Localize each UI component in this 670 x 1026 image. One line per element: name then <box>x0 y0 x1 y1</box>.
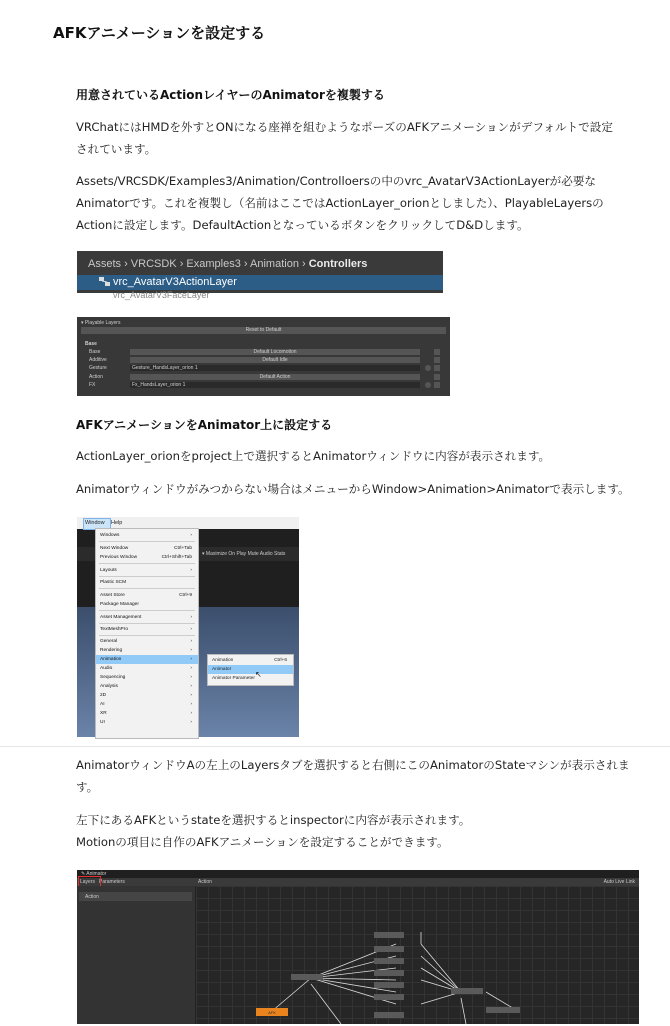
menu-item <box>96 591 198 600</box>
layer-menu-icon <box>434 382 440 388</box>
selected-asset-row <box>77 275 443 290</box>
menu-item-label: XR <box>100 711 107 716</box>
layer-name: Base <box>89 349 101 355</box>
menu-item-key: › <box>190 639 192 644</box>
afk-state-label: AFK <box>268 1010 276 1015</box>
menu-separator <box>99 563 195 564</box>
menu-item <box>96 709 198 718</box>
menu-item-label: Rendering <box>100 648 123 653</box>
project-breadcrumb-screenshot <box>77 251 443 300</box>
submenu-item-label: Animation <box>212 658 234 663</box>
state-machine-graph <box>196 886 639 1024</box>
layer-name: Gesture <box>89 365 107 371</box>
menu-item-key: Ctrl+Shift+Tab <box>161 555 192 560</box>
menu-separator <box>99 635 195 636</box>
crumb-assets: Assets <box>88 258 122 270</box>
menu-item-label: Asset Management <box>100 615 142 620</box>
text-line: Animatorです。これを複製し（名前はここではActionLayer_orionとしました）、PlayableLayersの <box>76 196 604 210</box>
menu-item-label: AI <box>100 702 105 707</box>
menu-item-key: › <box>190 627 192 632</box>
state-node <box>374 946 404 952</box>
menu-item-label: TextMeshPro <box>100 627 128 632</box>
menu-item <box>96 544 198 553</box>
menubar-window: Window <box>85 520 105 526</box>
text-line: Motionの項目に自作のAFKアニメーションを設定することができます。 <box>76 835 449 849</box>
crumb-separator: › <box>240 258 251 270</box>
menubar-help: Help <box>111 520 123 526</box>
crumb-separator: › <box>176 258 187 270</box>
state-node <box>374 958 404 964</box>
menu-item-label: 2D <box>100 693 107 698</box>
window-dropdown-menu <box>95 528 199 739</box>
text-line: されています。 <box>76 142 157 156</box>
menu-item-label: General <box>100 639 118 644</box>
text-line: Actionに設定します。DefaultActionとなっているボタンをクリックしてD&Dします。 <box>76 218 529 232</box>
animator-controller-icon <box>99 277 110 287</box>
menu-item <box>96 578 198 587</box>
menu-item-label: Audio <box>100 666 113 671</box>
menu-item-label: Animation <box>100 657 122 662</box>
menu-item-label: Layouts <box>100 568 117 573</box>
playable-layers-title: ▾ Playable Layers <box>81 320 121 326</box>
window-menu-screenshot <box>77 517 299 737</box>
section-divider <box>0 746 670 747</box>
menu-item-key: › <box>190 657 192 662</box>
object-picker-icon <box>425 365 431 371</box>
layer-menu-icon <box>434 365 440 371</box>
section1-title: 用意されているActionレイヤーのAnimatorを複製する <box>76 88 385 102</box>
tab-parameters: Parameters <box>99 879 125 885</box>
layers-panel <box>77 886 196 1024</box>
menu-item-key: › <box>190 648 192 653</box>
layer-row <box>89 365 444 371</box>
base-label: Base <box>85 341 97 347</box>
mouse-cursor-icon: ↖ <box>255 670 262 679</box>
menu-separator <box>99 588 195 589</box>
toolbar-text: ▾ Maximize On Play Mute Audio Stats <box>202 551 286 557</box>
menu-item <box>96 600 198 609</box>
tab-layers: Layers <box>80 879 96 885</box>
state-node <box>451 988 483 994</box>
menu-item <box>96 637 198 646</box>
menu-item <box>96 553 198 562</box>
animator-titlebar <box>77 870 639 878</box>
state-node <box>291 974 323 980</box>
menu-item-key: › <box>190 720 192 725</box>
submenu-item <box>208 674 293 683</box>
text-line: す。 <box>76 780 99 794</box>
section1-paragraph2 <box>76 170 642 236</box>
menu-separator <box>99 541 195 542</box>
state-nodes <box>291 932 520 1018</box>
animator-title: ✎ Animator <box>81 871 107 877</box>
section3-paragraph1 <box>76 754 642 798</box>
menu-item <box>96 682 198 691</box>
state-node <box>374 994 404 1000</box>
next-asset-label: vrc_AvatarV3FaceLayer <box>113 290 210 300</box>
menu-separator <box>99 623 195 624</box>
state-node <box>374 932 404 938</box>
menu-item-label: UI <box>100 720 105 725</box>
layer-row <box>89 374 444 380</box>
layer-field: Default Idle <box>130 357 420 363</box>
reset-default-button: Reset to Default <box>81 327 446 334</box>
layer-field: Gesture_HandsLayer_orion 1 <box>130 365 420 371</box>
menu-item <box>96 700 198 709</box>
state-node <box>374 982 404 988</box>
layer-menu-icon <box>434 357 440 363</box>
state-machine-grid <box>196 886 639 1024</box>
menu-item <box>96 673 198 682</box>
menu-item <box>96 613 198 622</box>
page-heading: AFKアニメーションを設定する <box>53 24 266 42</box>
submenu-item-animator <box>208 665 293 674</box>
layer-row <box>89 382 444 388</box>
animation-submenu <box>207 654 294 686</box>
menu-item-key: › <box>190 711 192 716</box>
crumb-separator: › <box>121 258 131 270</box>
crumb-controllers: Controllers <box>308 258 368 270</box>
menu-item-label: Asset Store <box>100 593 125 598</box>
menu-item-animation <box>96 655 198 664</box>
menu-item-key: › <box>190 684 192 689</box>
crumb-separator: › <box>298 258 309 270</box>
menu-item-key: › <box>190 568 192 573</box>
text-line: AnimatorウィンドウAの左上のLayersタブを選択すると右側にこのAnimatorのStateマシンが表示されま <box>76 758 630 772</box>
graph-breadcrumb: Action <box>198 879 212 885</box>
submenu-item-label: Animator <box>212 667 232 672</box>
text-line: 左下にあるAFKというstateを選択するとinspectorに内容が表示されます。 <box>76 813 471 827</box>
menu-item-label: Windows <box>100 533 120 538</box>
menu-separator <box>99 576 195 577</box>
state-node <box>374 970 404 976</box>
menu-item-key: › <box>190 702 192 707</box>
layer-field: Default Action <box>130 374 420 380</box>
section3-paragraph2 <box>76 809 642 853</box>
text-line: VRChatにはHMDを外すとONになる座禅を組むようなポーズのAFKアニメーションがデフォルトで設定 <box>76 120 613 134</box>
menu-item-key: Ctrl+Tab <box>174 546 192 551</box>
layer-name: Additive <box>89 357 107 363</box>
section2-paragraph2: Animatorウィンドウがみつからない場合はメニューからWindow>Animation>Animatorで表示します。 <box>76 482 630 496</box>
playable-layers-screenshot <box>77 317 450 396</box>
menu-item <box>96 664 198 673</box>
layer-menu-icon <box>434 349 440 355</box>
menu-item <box>96 625 198 634</box>
crumb-vrcsdk: VRCSDK <box>130 258 177 270</box>
crumb-examples3: Examples3 <box>186 258 241 270</box>
menu-item-key: › <box>190 675 192 680</box>
menu-item <box>96 691 198 700</box>
menu-item <box>96 718 198 727</box>
animator-tabs <box>77 878 639 886</box>
section1-paragraph1 <box>76 116 642 160</box>
layer-field: Fx_HandsLayer_orion 1 <box>130 382 420 388</box>
menu-separator <box>99 610 195 611</box>
layer-row-label: Action <box>85 894 99 900</box>
section2-title: AFKアニメーションをAnimator上に設定する <box>76 418 333 432</box>
menu-item-label: Next Window <box>100 546 129 551</box>
menu-item-key: › <box>190 533 192 538</box>
layer-name: FX <box>89 382 96 388</box>
auto-live-link: Auto Live Link <box>603 879 635 885</box>
menu-item-label: Package Manager <box>100 602 139 607</box>
menu-item <box>96 566 198 575</box>
breadcrumb <box>88 258 367 270</box>
menu-item <box>96 646 198 655</box>
state-node <box>486 1007 520 1013</box>
state-node <box>374 1012 404 1018</box>
menu-item-label: Sequencing <box>100 675 126 680</box>
menu-item-key: › <box>190 615 192 620</box>
layer-row <box>89 349 444 355</box>
layer-row <box>89 357 444 363</box>
layer-field: Default Locomotion <box>130 349 420 355</box>
animator-window-screenshot <box>77 870 639 1024</box>
menu-item-label: Previous Window <box>100 555 138 560</box>
text-line: Assets/VRCSDK/Examples3/Animation/Controlloersの中のvrc_AvatarV3ActionLayerが必要な <box>76 174 597 188</box>
section2-paragraph1: ActionLayer_orionをproject上で選択するとAnimatorウィンドウに内容が表示されます。 <box>76 449 551 463</box>
layer-name: Action <box>89 374 103 380</box>
menu-item-label: Plastic SCM <box>100 580 127 585</box>
crumb-animation: Animation <box>250 258 299 270</box>
menu-item-key: › <box>190 666 192 671</box>
menu-item-key: › <box>190 693 192 698</box>
submenu-item-label: Animator Parameter <box>212 676 255 681</box>
object-picker-icon <box>425 382 431 388</box>
layer-menu-icon <box>434 374 440 380</box>
selected-asset-label: vrc_AvatarV3ActionLayer <box>113 276 237 288</box>
menu-item <box>96 531 198 540</box>
submenu-item-key: Ctrl+6 <box>274 658 287 663</box>
layer-row-action <box>79 892 192 901</box>
menu-item-label: Analysis <box>100 684 118 689</box>
submenu-item <box>208 656 293 665</box>
menu-item-key: Ctrl+9 <box>179 593 192 598</box>
